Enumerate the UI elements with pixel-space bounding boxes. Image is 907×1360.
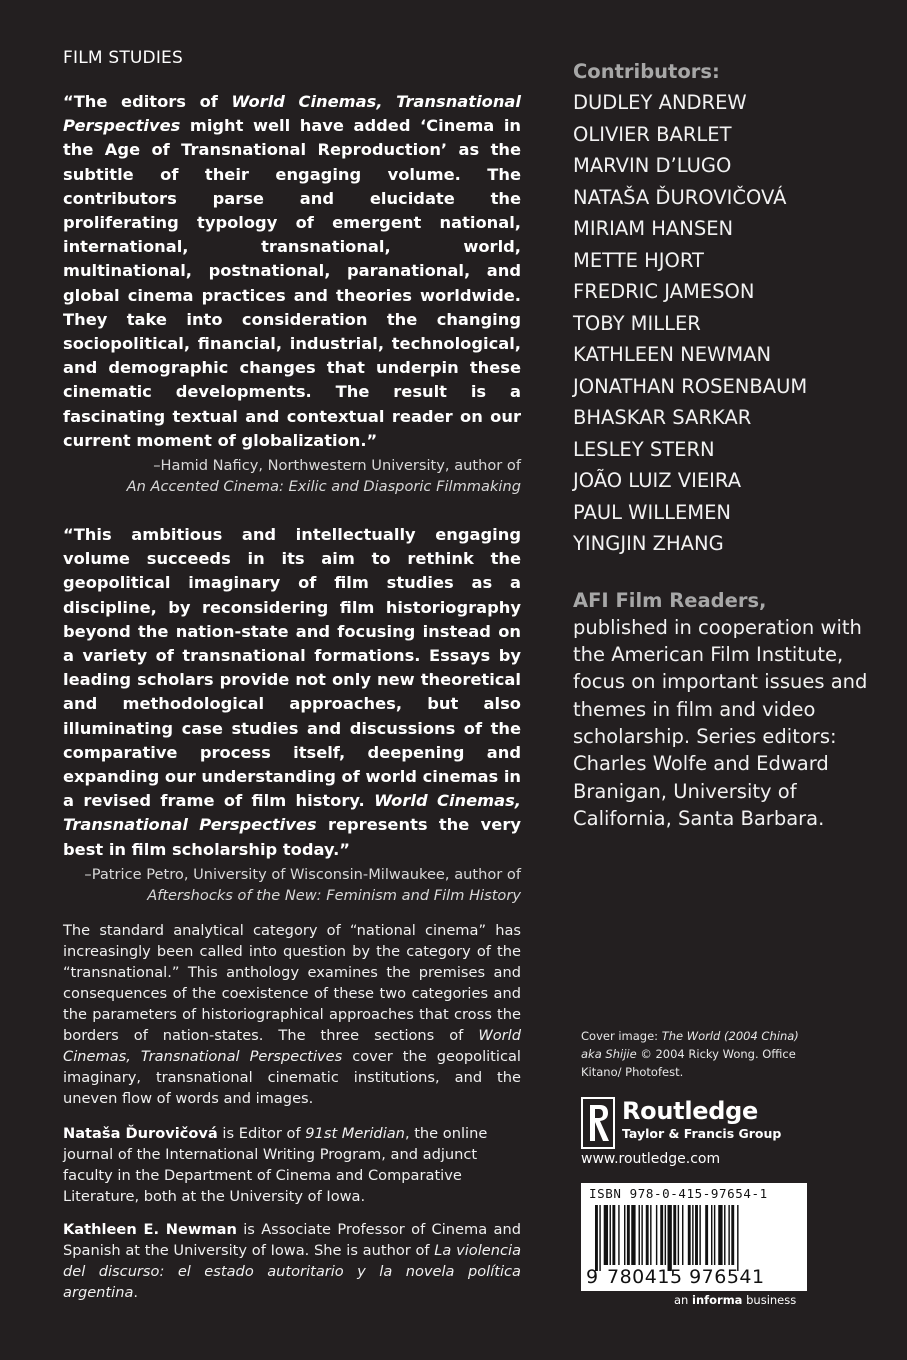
left-column: [63, 48, 521, 1303]
barcode-bar: [604, 1205, 608, 1265]
barcode-bar: [668, 1205, 672, 1271]
barcode-bar: [692, 1205, 693, 1265]
barcode-bar: [724, 1205, 725, 1265]
publisher-url[interactable]: www.routledge.com: [581, 1151, 721, 1167]
attribution-book-title: Aftershocks of the New: Feminism and Film History: [147, 886, 521, 904]
book-description: The standard analytical category of “national cinema” has increasingly been called into question by the category of the “transnational.” This anthology examines the premises and consequences of the coexistence of these two categories and the parameters of historiographical approaches that cross the borders of nation-states. The three sections of World Cinemas, Transnational Perspectives cover the geopolitical imaginary, transnational cinematic institutions, and the uneven flow of words and images.: [63, 921, 521, 1107]
category-label: FILM STUDIES: [63, 48, 183, 68]
contributors-heading: Contributors:: [573, 60, 720, 83]
attribution-book-title: An Accented Cinema: Exilic and Diasporic Filmmaking: [126, 478, 521, 496]
routledge-r-icon: [581, 1097, 615, 1149]
contributor-name: MIRIAM HANSEN: [573, 217, 734, 240]
isbn-text: ISBN 978-0-415-97654-1: [589, 1186, 768, 1201]
afi-series-text: published in cooperation with the American Film Institute, focus on important issues and themes in film and video scholarship. Series editors: Charles Wolfe and Edward Branigan, University of California, Santa Barbara.: [573, 615, 868, 830]
barcode-bar: [624, 1205, 625, 1265]
barcode-bar: [599, 1205, 600, 1271]
contributor-name: DUDLEY ANDREW: [573, 91, 747, 114]
publisher-name: Routledge: [622, 1097, 758, 1125]
contributor-name: KATHLEEN NEWMAN: [573, 343, 772, 366]
contributor-name: JOÃO LUIZ VIEIRA: [573, 469, 742, 492]
barcode-bar: [595, 1205, 598, 1271]
afi-series-note: [573, 587, 873, 833]
barcode-bar: [728, 1205, 729, 1265]
barcode-bar: [665, 1205, 666, 1265]
contributor-name: JONATHAN ROSENBAUM: [573, 374, 808, 398]
barcode-bar: [731, 1205, 734, 1265]
barcode-bar: [650, 1205, 651, 1265]
contributor-name: NATAŠA ĎUROVIČOVÁ: [573, 185, 787, 209]
barcode-bar: [714, 1205, 715, 1265]
informa-tagline: an informa business: [674, 1293, 797, 1307]
barcode-bar: [631, 1205, 635, 1265]
contributor-name: METTE HJORT: [573, 248, 704, 272]
barcode-bars: [595, 1205, 795, 1275]
contributors-list: [573, 87, 873, 560]
barcode-bar: [639, 1205, 640, 1265]
barcode-bar: [641, 1205, 642, 1265]
barcode-bar: [737, 1205, 738, 1271]
isbn-barcode: [581, 1183, 807, 1291]
barcode-bar: [618, 1205, 619, 1265]
quote-attribution-naficy: –Hamid Naficy, Northwestern University, author of An Accented Cinema: Exilic and Diasporic Filmmaking: [63, 455, 521, 497]
contributor-name: LESLEY STERN: [573, 437, 715, 461]
routledge-logo: [581, 1097, 821, 1149]
barcode-bar: [688, 1205, 691, 1265]
publisher-group: Taylor & Francis Group: [622, 1126, 782, 1141]
barcode-bar: [699, 1205, 700, 1265]
contributor-name: FREDRIC JAMESON: [573, 280, 755, 303]
review-quote-naficy: “The editors of World Cinemas, Transnational Perspectives might well have added ‘Cinema in the Age of Transnational Reproduction’ as the subtitle of their engaging volume. The contributors parse and elucidate the proliferating typology of emergent national, international, transnational, world, multinational, postnational, paranational, and global cinema practices and theories worldwide. They take into consideration the changing sociopolitical, financial, industrial, technological, and demographic changes that underpin these cinematic developments. The result is a fascinating textual and contextual reader on our current moment of globalization.”: [63, 92, 521, 450]
barcode-bar: [656, 1205, 657, 1265]
barcode-bar: [627, 1205, 630, 1265]
barcode-first-digit: 9: [586, 1266, 599, 1288]
cover-image-credit: Cover image: The World (2004 China) aka Shijie © 2004 Ricky Wong. Office Kitano/ Photofest.: [581, 1029, 799, 1079]
barcode-bar: [711, 1205, 712, 1265]
editor-bio-durovicova: Nataša Ďurovičová is Editor of 91st Meridian, the online journal of the International Writing Program, and adjunct faculty in the Department of Cinema and Comparative Literature, both at the University of Iowa.: [63, 1124, 488, 1205]
barcode-bar: [612, 1205, 615, 1265]
barcode-bar: [678, 1205, 679, 1265]
contributor-name: PAUL WILLEMEN: [573, 500, 731, 524]
barcode-digits: 780415 976541: [607, 1266, 765, 1288]
barcode-bar: [610, 1205, 611, 1265]
contributor-name: BHASKAR SARKAR: [573, 406, 752, 429]
contributor-name: TOBY MILLER: [573, 311, 701, 335]
barcode-bar: [646, 1205, 649, 1265]
afi-series-title: AFI Film Readers,: [573, 588, 767, 612]
right-column: [573, 60, 873, 832]
barcode-bar: [682, 1205, 683, 1265]
barcode-bar: [695, 1205, 698, 1265]
contributor-name: OLIVIER BARLET: [573, 122, 732, 146]
barcode-bar: [718, 1205, 722, 1265]
quote-attribution-petro: –Patrice Petro, University of Wisconsin-Milwaukee, author of Aftershocks of the New: Feminism and Film History: [63, 864, 521, 906]
barcode-bar: [705, 1205, 708, 1265]
barcode-bar: [673, 1205, 676, 1265]
contributor-name: YINGJIN ZHANG: [573, 532, 724, 555]
contributor-name: MARVIN D’LUGO: [573, 154, 732, 177]
publisher-block: [581, 1097, 821, 1167]
barcode-bar: [660, 1205, 663, 1265]
editor-bio-newman: Kathleen E. Newman is Associate Professor of Cinema and Spanish at the University of Iowa. She is author of La violencia del discurso: el estado autoritario y la novela política argentina.: [63, 1220, 522, 1301]
review-quote-petro: “This ambitious and intellectually engaging volume succeeds in its aim to rethink the geopolitical imaginary of film studies as a discipline, by reconsidering film historiography beyond the nation-state and focusing instead on a variety of transnational formations. Essays by leading scholars provide not only new theoretical and methodological approaches, but also illuminating case studies and discussions of the comparative process itself, deepening and expanding our understanding of world cinemas in a revised frame of film history. World Cinemas, Transnational Perspectives represents the very best in film scholarship today.”: [63, 525, 521, 859]
